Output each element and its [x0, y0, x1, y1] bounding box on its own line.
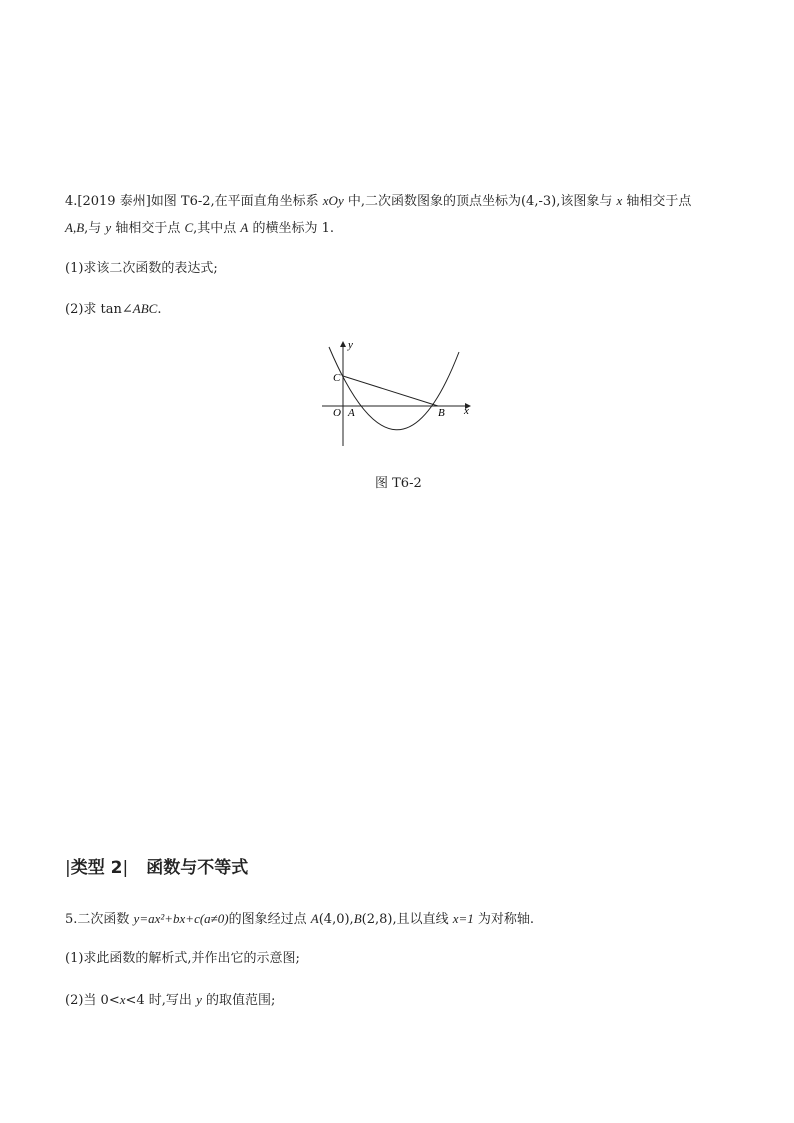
q4-var-c: C [184, 220, 194, 235]
section-title: 函数与不等式 [146, 858, 249, 878]
q4-text: ,其中点 [193, 221, 241, 236]
label-a: A [348, 407, 355, 419]
q4-text: (2)求 tan∠ [65, 302, 133, 317]
q5-part2 [65, 991, 275, 1010]
q4-var-a: A [240, 220, 249, 235]
q5-text: 的取值范围; [201, 993, 276, 1008]
q4-var-xoy: xOy [322, 193, 344, 208]
q4-text: 轴相交于点 [111, 221, 185, 236]
q4-text: ,与 [84, 221, 106, 236]
q4-part1: (1)求该二次函数的表达式; [65, 261, 218, 276]
q5-axis: x=1 [452, 911, 474, 926]
section-label: 类型 2 [70, 858, 123, 878]
q5-text: <4 时,写出 [125, 993, 197, 1008]
q4-text: 的横坐标为 1. [248, 221, 335, 236]
q4-text: . [157, 302, 162, 317]
q5-var-b: B [353, 911, 362, 926]
q4-statement-line1 [65, 192, 691, 211]
q4-text: 中,二次函数图象的顶点坐标为(4,-3),该图象与 [343, 194, 617, 209]
q5-text: 的图象经过点 [228, 912, 311, 927]
q5-text: (2)当 0< [65, 993, 120, 1008]
q5-formula: y=ax²+bx+c(a≠0) [133, 911, 229, 926]
label-b: B [438, 407, 445, 419]
q5-part1: (1)求此函数的解析式,并作出它的示意图; [65, 951, 300, 966]
figure-caption: 图 T6-2 [375, 476, 422, 491]
q5-text: 为对称轴. [473, 912, 535, 927]
q5-text: (4,0), [318, 912, 354, 927]
q4-var-ab: A,B [65, 220, 85, 235]
q4-var-x: x [616, 193, 623, 208]
label-o: O [333, 407, 341, 419]
label-c: C [333, 372, 341, 384]
q4-text: 轴相交于点 [622, 194, 692, 209]
q5-text: (2,8),且以直线 [361, 912, 453, 927]
heading-bar-close: | [122, 858, 129, 878]
section-heading [65, 853, 248, 878]
q5-var-a: A [310, 911, 319, 926]
q4-var-y: y [105, 220, 112, 235]
q5-var-y: y [196, 992, 202, 1007]
heading-bar-open: | [65, 858, 71, 878]
q5-var-x: x [119, 992, 126, 1007]
q4-part2 [65, 300, 162, 319]
q5-statement [65, 910, 534, 929]
q4-var-abc: ABC [132, 301, 158, 316]
q4-text: 4.[2019 泰州]如图 T6-2,在平面直角坐标系 [65, 194, 323, 209]
label-y: y [348, 339, 353, 351]
label-x: x [464, 405, 469, 417]
parabola-figure [320, 336, 476, 452]
q4-statement-line2 [65, 219, 334, 238]
q5-text: 5.二次函数 [65, 912, 134, 927]
